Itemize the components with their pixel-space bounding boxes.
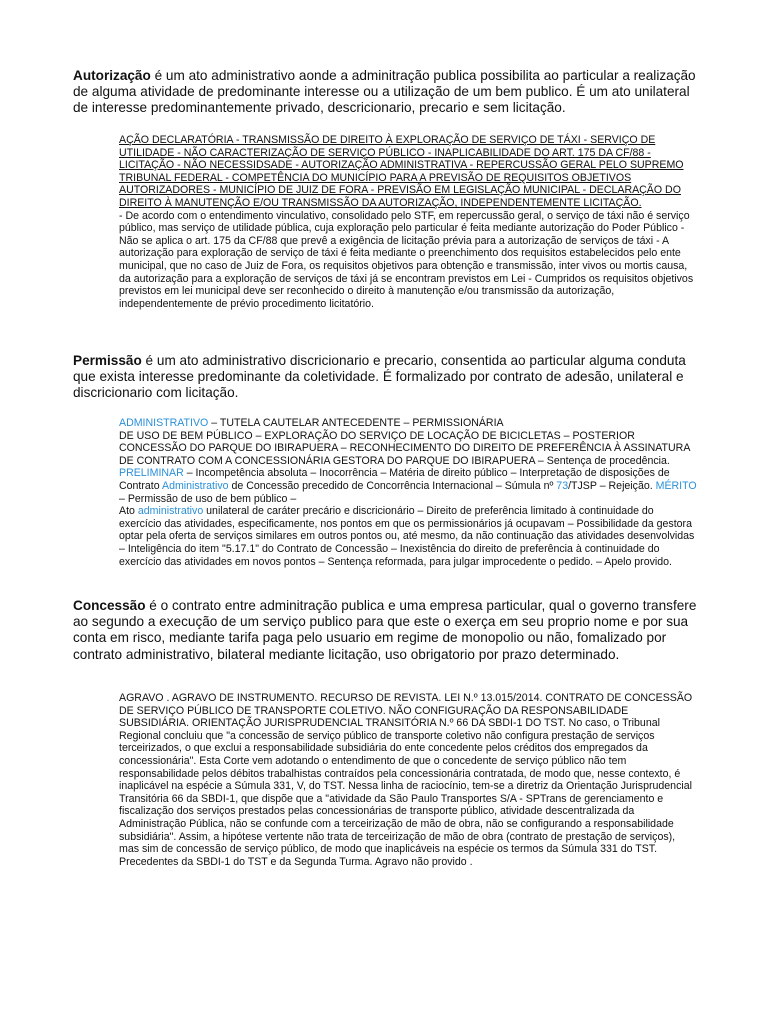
- concessao-text: é o contrato entre adminitração publica e uma empresa particular, qual o governo transfere ao segundo a execução de um serviço publico para que este o exerça em seu proprio nome e por sua conta em risco, mediante tarifa paga pelo usuario em regime de monopolio ou não, fomalizado por contrato administrativo, bilateral mediante licitação, uso obrigatorio por prazo determinado.: [73, 598, 697, 662]
- permissao-definition: [73, 353, 703, 402]
- permissao-quote-text5: /TJSP – Rejeição.: [568, 479, 656, 492]
- autorizacao-jurisprudence: [119, 134, 697, 310]
- link-administrativo-3[interactable]: administrativo: [137, 505, 204, 518]
- permissao-quote-text8: unilateral de caráter precário e discricionário – Direito de preferência limitado à continuidade do exercício das atividades, especificamente, nos pontos em que os permissionários já ocupavam – Possibilidade da gestora optar pela oferta de serviços similares em outros pontos ou, até mesmo, da não continuação das atividades desenvolvidas – Inteligência do item "5.17.1" do Contrato de Concessão – Inexistência do direito de preferência à continuidade do exercício das atividades em novos pontos – Sentença reformada, para julgar improcedente o pedido. – Apelo provido.: [119, 505, 695, 568]
- autorizacao-quote-header: AÇÃO DECLARATÓRIA - TRANSMISSÃO DE DIREITO À EXPLORAÇÃO DE SERVIÇO DE TÁXI - SERVIÇO DE UTILIDADE - NÃO CARACTERIZAÇÃO DE SERVIÇO PÚBLICO - INAPLICABILIDADE DO ART. 175 DA CF/88 - LICITAÇÃO - NÃO NECESSIDSADE - AUTORIZAÇÃO ADMINISTRATIVA - REPERCUSSÃO GERAL PELO SUPREMO TRIBUNAL FEDERAL - COMPETÊNCIA DO MUNICÍPIO PARA A PREVISÃO DE REQUISITOS OBJETIVOS AUTORIZADORES - MUNICÍPIO DE JUIZ DE FORA - PREVISÃO EM LEGISLAÇÃO MUNICIPAL - DECLARAÇÃO DO DIREITO À MANUTENÇÃO E/OU TRANSMISSÃO DA AUTORIZAÇÃO, INDEPENDENTEMENTE LICITAÇÃO.: [119, 134, 684, 209]
- autorizacao-term: Autorização: [73, 68, 151, 83]
- concessao-definition: [73, 598, 703, 663]
- autorizacao-definition: [73, 68, 703, 117]
- permissao-quote-body: [119, 430, 697, 506]
- concessao-quote: AGRAVO . AGRAVO DE INSTRUMENTO. RECURSO DE REVISTA. LEI N.º 13.015/2014. CONTRATO DE CONCESSÃO DE SERVIÇO PÚBLICO DE TRANSPORTE COLETIVO. NÃO CONFIGURAÇÃO DA RESPONSABILIDADE SUBSIDIÁRIA. ORIENTAÇÃO JURISPRUDENCIAL TRANSITÓRIA N.º 66 DA SBDI-1 DO TST. No caso, o Tribunal Regional concluiu que "a concessão de serviço público de transporte coletivo não configura prestação de serviços terceirizados, o que exclui a responsabilidade subsidiária do ente concedente pelos créditos dos empregados da concessionária". Esta Corte vem adotando o entendimento de que o concedente de serviço público não tem responsabilidade pelos débitos trabalhistas contraídos pela concessionária contratada, de modo que, nesse contexto, é inaplicável na espécie a Súmula 331, V, do TST. Nessa linha de raciocínio, tem-se a diretriz da Orientação Jurisprudencial Transitória 66 da SBDI-1, que dispõe que a "atividade da São Paulo Transportes S/A - SPTrans de gerenciamento e fiscalização dos serviços prestados pelas concessionárias de transporte público, atividade descentralizada da Administração Pública, não se confunde com a terceirização de mão de obra, não se configurando a responsabilidade subsidiária". Assim, a hipótese vertente não trata de terceirização de mão de obra (contrato de prestação de serviços), mas sim de concessão de serviço público, de modo que inaplicáveis na espécie os termos da Súmula 331 do TST. Precedentes da SBDI-1 do TST e da Segunda Turma. Agravo não provido .: [119, 692, 693, 868]
- link-preliminar[interactable]: PRELIMINAR: [119, 467, 184, 480]
- permissao-quote-text7: Ato: [119, 505, 138, 518]
- permissao-jurisprudence: [119, 417, 697, 568]
- permissao-quote-text4: de Concessão precedido de Concorrência Internacional – Súmula nº: [228, 479, 557, 492]
- permissao-quote-tail: [119, 505, 697, 568]
- permissao-quote-text3: – Incompetência absoluta – Inocorrência – Matéria de direito público – Interpretação de disposições de Contrato: [119, 467, 670, 492]
- permissao-text: é um ato administrativo discricionario e precario, consentida ao particular alguma conduta que exista interesse predominante da coletividade. É formalizado por contrato de adesão, unilateral e discricionario com licitação.: [73, 353, 686, 401]
- autorizacao-text: é um ato administrativo aonde a adminitração publica possibilita ao particular a realização de alguma atividade de predominante interesse ou a utilização de um bem publico. É um ato unilateral de interesse predominantemente privado, descricionario, precario e sem licitação.: [73, 68, 696, 116]
- link-administrativo[interactable]: ADMINISTRATIVO: [119, 417, 209, 429]
- link-sumula-73[interactable]: 73: [556, 479, 569, 492]
- permissao-quote-text2: DE USO DE BEM PÚBLICO – EXPLORAÇÃO DO SERVIÇO DE LOCAÇÃO DE BICICLETAS – POSTERIOR CONCESSÃO DO PARQUE DO IBIRAPUERA – RECONHECIMENTO DO DIREITO DE PREFERÊNCIA À ASSINATURA DE CONTRATO COM A CONCESSIONÁRIA GESTORA DO PARQUE DO IBIRAPUERA – Sentença de procedência.: [119, 429, 690, 467]
- link-merito[interactable]: MÉRITO: [655, 479, 697, 492]
- permissao-quote-text1: – TUTELA CAUTELAR ANTECEDENTE – PERMISSIONÁRIA: [208, 417, 504, 429]
- permissao-quote-line1: [119, 417, 697, 430]
- concessao-term: Concessão: [73, 598, 146, 613]
- concessao-jurisprudence: [119, 692, 697, 868]
- autorizacao-quote-body: - De acordo com o entendimento vinculativo, consolidado pelo STF, em repercussão geral, o serviço de táxi não é serviço público, mas serviço de utilidade pública, cuja exploração pelo particular é feita mediante autorização do Poder Público - Não se aplica o art. 175 da CF/88 que prevê a exigência de licitação prévia para a autorização de serviços de táxi - A autorização para exploração de serviço de táxi é feita mediante o preenchimento dos requisitos estabelecidos pelo ente municipal, que no caso de Juiz de Fora, os requisitos objetivos para obtenção e transmissão, inter vivos ou mortis causa, da autorização para a exploração de serviços de táxi já se encontram previstos em Lei - Cumpridos os requisitos objetivos previstos em lei municipal deve ser reconhecido o direito à manutenção e/ou transmissão da autorização, independentemente de prévio procedimento licitatório.: [119, 209, 694, 310]
- link-administrativo-2[interactable]: Administrativo: [162, 479, 229, 492]
- permissao-quote-text6: – Permissão de uso de bem público –: [119, 492, 297, 505]
- permissao-term: Permissão: [73, 353, 142, 368]
